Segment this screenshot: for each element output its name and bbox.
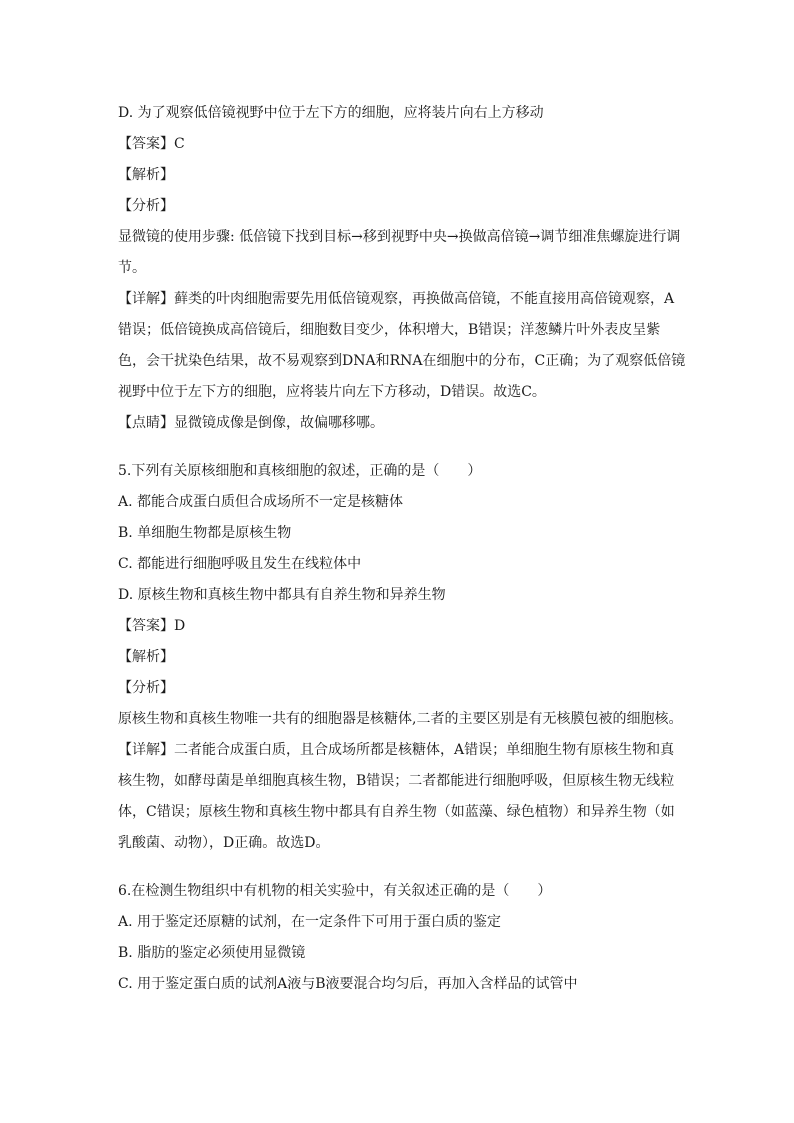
q6-option-b: B. 脂肪的鉴定必须使用显微镜 <box>118 945 306 961</box>
q5-analysis-heading: 【解析】 <box>118 649 174 665</box>
q5-option-a: A. 都能合成蛋白质但合成场所不一定是核糖体 <box>118 494 404 510</box>
q4-analysis-heading: 【解析】 <box>118 167 174 183</box>
q6-option-a: A. 用于鉴定还原糖的试剂，在一定条件下可用于蛋白质的鉴定 <box>118 914 502 930</box>
q5-fenxi-text: 原核生物和真核生物唯一共有的细胞器是核糖体,二者的主要区别是有无核膜包被的细胞核。 <box>118 711 683 727</box>
q5-fenxi-heading: 【分析】 <box>118 680 174 696</box>
q4-comment: 【点睛】显微镜成像是倒像，故偏哪移哪。 <box>118 415 384 431</box>
q4-option-d: D. 为了观察低倍镜视野中位于左下方的细胞，应将装片向右上方移动 <box>118 105 544 121</box>
q5-option-c: C. 都能进行细胞呼吸且发生在线粒体中 <box>118 556 362 572</box>
q4-fenxi-text: 显微镜的使用步骤: 低倍镜下找到目标→移到视野中央→换做高倍镜→调节细准焦螺旋进行调节。 <box>118 229 681 276</box>
q5-option-b: B. 单细胞生物都是原核生物 <box>118 525 292 541</box>
q4-answer: 【答案】C <box>118 136 185 152</box>
q6-option-c: C. 用于鉴定蛋白质的试剂A液与B液要混合均匀后，再加入含样品的试管中 <box>118 976 578 992</box>
q4-detail: 【详解】藓类的叶肉细胞需要先用低倍镜观察，再换做高倍镜，不能直接用高倍镜观察，A错误；低倍镜换成高倍镜后，细胞数目变少，体积增大，B错误；洋葱鳞片叶外表皮呈紫色，会干扰染色结果，故不易观察到DNA和RNA在细胞中的分布，C正确；为了观察低倍镜视野中位于左下方的细胞，应将装片向左下方移动，D错误。故选C。 <box>118 291 686 400</box>
q5-option-d: D. 原核生物和真核生物中都具有自养生物和异养生物 <box>118 587 446 603</box>
q4-fenxi-heading: 【分析】 <box>118 198 174 214</box>
q5-answer: 【答案】D <box>118 618 186 634</box>
q5-detail: 【详解】二者能合成蛋白质，且合成场所都是核糖体，A错误；单细胞生物有原核生物和真核生物，如酵母菌是单细胞真核生物，B错误；二者都能进行细胞呼吸，但原核生物无线粒体，C错误；原核生物和真核生物中都具有自养生物（如蓝藻、绿色植物）和异养生物（如乳酸菌、动物），D正确。故选D。 <box>118 742 675 851</box>
q5-stem: 5.下列有关原核细胞和真核细胞的叙述，正确的是（ ） <box>118 463 482 479</box>
document-page <box>118 98 688 1000</box>
q6-stem: 6.在检测生物组织中有机物的相关实验中，有关叙述正确的是（ ） <box>118 883 552 899</box>
